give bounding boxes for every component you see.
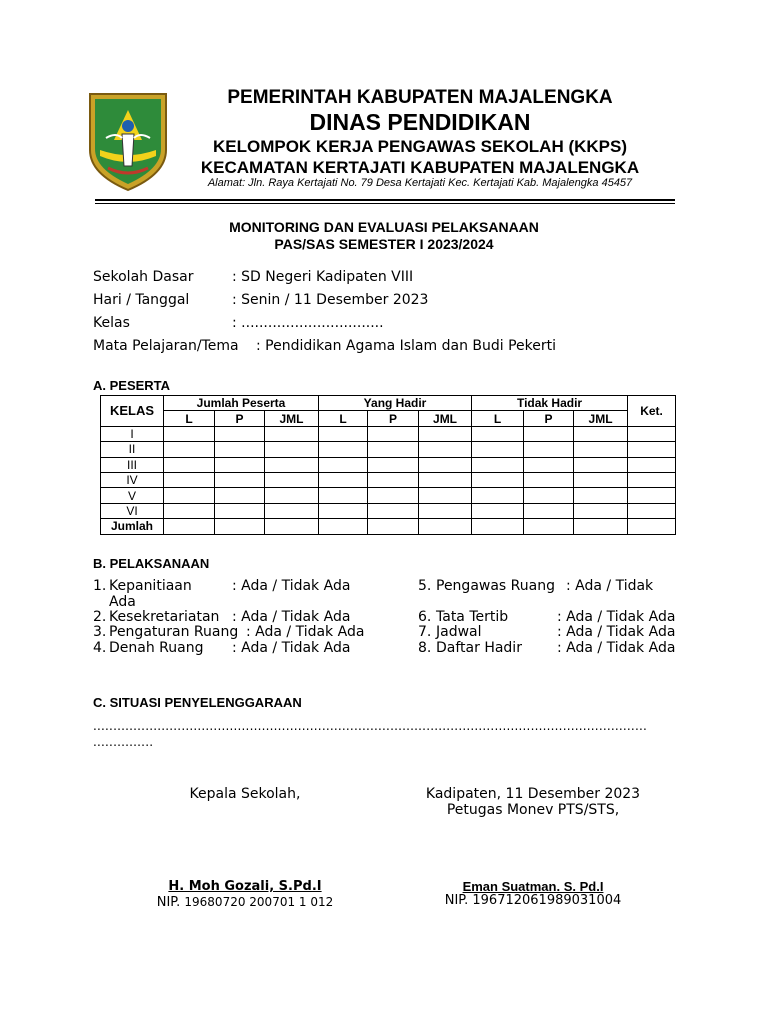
info-label: Kelas — [93, 315, 130, 331]
list-item-num: 4. — [93, 640, 107, 656]
document-title-line1: MONITORING DAN EVALUASI PELAKSANAAN — [229, 219, 539, 235]
list-item-label: Kepanitiaan — [109, 578, 192, 594]
row-label: IV — [101, 472, 164, 487]
col-jml: JML — [419, 411, 472, 426]
col-p: P — [215, 411, 265, 426]
list-item-value: : Ada / Tidak Ada — [232, 640, 351, 656]
info-label: Sekolah Dasar — [93, 269, 194, 285]
list-item-value: : Ada / Tidak Ada — [232, 578, 351, 594]
info-value: : SD Negeri Kadipaten VIII — [232, 269, 414, 285]
list-item-value: : Ada / Tidak — [566, 578, 654, 594]
table-row — [101, 457, 676, 472]
col-kelas: KELAS — [101, 396, 164, 427]
col-p: P — [524, 411, 574, 426]
list-item-label: Pengaturan Ruang — [109, 624, 239, 640]
table-subheader-row — [101, 411, 676, 426]
info-value: : Pendidikan Agama Islam dan Budi Pekerti — [256, 338, 557, 354]
table-row-total — [101, 519, 676, 534]
letterhead-address: Alamat: Jln. Raya Kertajati No. 79 Desa Kertajati Kec. Kertajati Kab. Majalengka 45457 — [207, 177, 633, 189]
signature-left-nip — [130, 895, 360, 910]
col-ket: Ket. — [628, 396, 676, 427]
table-row — [101, 472, 676, 487]
signature-left-role: Kepala Sekolah, — [189, 786, 301, 802]
row-label: II — [101, 442, 164, 457]
list-item-num: 2. — [93, 609, 107, 625]
letterhead-district: KECAMATAN KERTAJATI KABUPATEN MAJALENGKA — [200, 158, 640, 177]
nip-value: 196712061989031004 — [472, 893, 622, 908]
letterhead-government: PEMERINTAH KABUPATEN MAJALENGKA — [227, 87, 613, 108]
list-item-label: Jadwal — [436, 624, 482, 640]
col-jml: JML — [265, 411, 319, 426]
list-item-value: : Ada / Tidak Ada — [557, 640, 676, 656]
col-l: L — [472, 411, 524, 426]
info-label: Hari / Tanggal — [93, 292, 190, 308]
document-title-line2: PAS/SAS SEMESTER I 2023/2024 — [274, 236, 494, 252]
row-label: VI — [101, 503, 164, 518]
list-item-label: Daftar Hadir — [436, 640, 522, 656]
list-item-num: 6. — [418, 609, 432, 625]
table-header-row — [101, 396, 676, 411]
regency-emblem-logo — [86, 88, 170, 192]
col-l: L — [164, 411, 215, 426]
col-jml: JML — [574, 411, 628, 426]
col-group-hadir: Yang Hadir — [319, 396, 472, 411]
list-item-num: 7. — [418, 624, 432, 640]
table-row — [101, 442, 676, 457]
list-item-value: : Ada / Tidak Ada — [557, 624, 676, 640]
list-item-label: Kesekretariatan — [109, 609, 220, 625]
row-label: III — [101, 457, 164, 472]
signature-right-role: Petugas Monev PTS/STS, — [446, 802, 620, 818]
list-item-num: 5. — [418, 578, 432, 594]
list-item-value: : Ada / Tidak Ada — [232, 609, 351, 625]
info-value: : Senin / 11 Desember 2023 — [232, 292, 429, 308]
signature-right-name: Eman Suatman. S. Pd.I — [462, 879, 604, 894]
row-label: V — [101, 488, 164, 503]
table-row — [101, 488, 676, 503]
row-label: I — [101, 426, 164, 441]
list-item-num: 8. — [418, 640, 432, 656]
letterhead-agency: DINAS PENDIDIKAN — [309, 109, 531, 135]
col-group-tidak: Tidak Hadir — [472, 396, 628, 411]
info-value: : ................................ — [232, 315, 384, 331]
list-item-value: : Ada / Tidak Ada — [246, 624, 365, 640]
list-item-value: : Ada / Tidak Ada — [557, 609, 676, 625]
list-item-wrap: Ada — [109, 594, 136, 610]
letterhead-rule-thick — [95, 199, 675, 201]
list-item-label: Tata Tertib — [436, 609, 509, 625]
section-b-heading: B. PELAKSANAAN — [93, 556, 210, 571]
list-item-num: 1. — [93, 578, 107, 594]
list-item-label: Pengawas Ruang — [436, 578, 555, 594]
section-c-heading: C. SITUASI PENYELENGGARAAN — [93, 695, 302, 710]
nip-value: 19680720 200701 1 012 — [184, 895, 334, 909]
col-l: L — [319, 411, 368, 426]
row-label: Jumlah — [101, 519, 164, 534]
signature-right-nip — [403, 893, 663, 908]
signature-right-place-date: Kadipaten, 11 Desember 2023 — [425, 786, 641, 802]
section-a-heading: A. PESERTA — [93, 378, 171, 393]
list-item-label: Denah Ruang — [109, 640, 204, 656]
dotted-fill-line: ............... — [93, 735, 154, 749]
col-p: P — [368, 411, 419, 426]
dotted-fill-line: .......................................................................................................................................... — [93, 719, 647, 733]
col-group-jumlah: Jumlah Peserta — [164, 396, 319, 411]
table-row — [101, 426, 676, 441]
list-item-num: 3. — [93, 624, 107, 640]
signature-left-name: H. Moh Gozali, S.Pd.I — [168, 879, 322, 894]
letterhead-rule-thin — [95, 203, 675, 204]
letterhead-working-group: KELOMPOK KERJA PENGAWAS SEKOLAH (KKPS) — [212, 137, 628, 156]
nip-label: NIP. — [156, 895, 181, 910]
nip-label: NIP. — [444, 893, 469, 908]
table-row — [101, 503, 676, 518]
participant-table — [100, 395, 676, 535]
info-label: Mata Pelajaran/Tema — [93, 338, 239, 354]
